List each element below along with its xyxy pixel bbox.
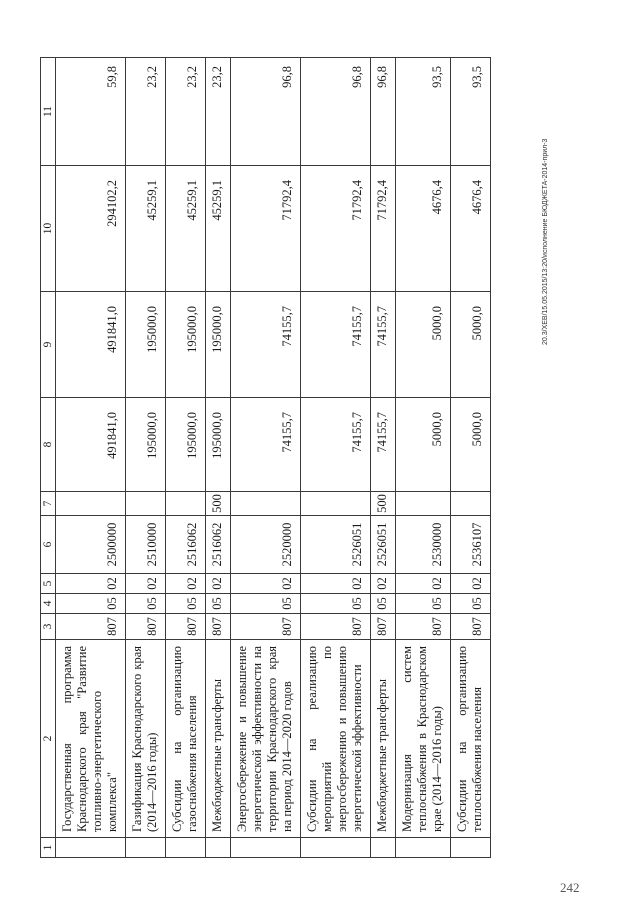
table-row	[166, 58, 206, 858]
value-col10-cell: 4676,4	[396, 166, 451, 292]
vr-cell	[301, 492, 371, 516]
ved-cell: 807	[451, 614, 491, 640]
vr-cell	[56, 492, 126, 516]
header-cell: 10	[41, 166, 56, 292]
rz-cell: 05	[371, 594, 396, 614]
value-col9-cell: 195000,0	[166, 292, 206, 398]
table-row	[206, 58, 231, 858]
table-row	[396, 58, 451, 858]
name-cell: Субсидии на реализацию мероприятий по энергосбережению и повышению энергетической эффективности	[301, 640, 371, 838]
csr-cell: 2516062	[206, 516, 231, 574]
csr-cell: 2516062	[166, 516, 206, 574]
col-1-cell	[206, 838, 231, 858]
value-col8-cell: 74155,7	[231, 398, 301, 492]
percent-cell: 93,5	[451, 58, 491, 166]
col-1-cell	[371, 838, 396, 858]
budget-table	[40, 57, 491, 858]
csr-cell: 2526051	[301, 516, 371, 574]
value-col9-cell: 5000,0	[451, 292, 491, 398]
col-1-cell	[301, 838, 371, 858]
table-row	[231, 58, 301, 858]
rz-cell: 05	[166, 594, 206, 614]
value-col10-cell: 45259,1	[166, 166, 206, 292]
value-col10-cell: 4676,4	[451, 166, 491, 292]
pr-cell: 02	[126, 574, 166, 594]
percent-cell: 23,2	[166, 58, 206, 166]
ved-cell: 807	[206, 614, 231, 640]
rz-cell: 05	[231, 594, 301, 614]
header-cell: 1	[41, 838, 56, 858]
csr-cell: 2530000	[396, 516, 451, 574]
rz-cell: 05	[126, 594, 166, 614]
ved-cell: 807	[56, 614, 126, 640]
header-cell: 7	[41, 492, 56, 516]
value-col9-cell: 74155,7	[371, 292, 396, 398]
header-cell: 5	[41, 574, 56, 594]
rz-cell: 05	[206, 594, 231, 614]
ved-cell: 807	[396, 614, 451, 640]
value-col10-cell: 71792,4	[231, 166, 301, 292]
csr-cell: 2500000	[56, 516, 126, 574]
percent-cell: 23,2	[206, 58, 231, 166]
value-col10-cell: 45259,1	[126, 166, 166, 292]
table-row	[126, 58, 166, 858]
col-1-cell	[451, 838, 491, 858]
table-row	[56, 58, 126, 858]
col-1-cell	[396, 838, 451, 858]
pr-cell: 02	[56, 574, 126, 594]
value-col10-cell: 45259,1	[206, 166, 231, 292]
value-col9-cell: 195000,0	[126, 292, 166, 398]
vr-cell	[231, 492, 301, 516]
vr-cell	[166, 492, 206, 516]
header-row	[41, 58, 56, 858]
value-col10-cell: 294102,2	[56, 166, 126, 292]
value-col8-cell: 5000,0	[396, 398, 451, 492]
value-col8-cell: 195000,0	[206, 398, 231, 492]
header-cell: 4	[41, 594, 56, 614]
value-col10-cell: 71792,4	[301, 166, 371, 292]
value-col8-cell: 195000,0	[126, 398, 166, 492]
rz-cell: 05	[451, 594, 491, 614]
col-1-cell	[166, 838, 206, 858]
table-row	[371, 58, 396, 858]
value-col8-cell: 74155,7	[301, 398, 371, 492]
pr-cell: 02	[166, 574, 206, 594]
rz-cell: 05	[56, 594, 126, 614]
name-cell: Модернизация систем теплоснабжения в Краснодарском крае (2014—2016 годы)	[396, 640, 451, 838]
name-cell: Государственная программа Краснодарского края "Развитие топливно-энергетического комплекса"	[56, 640, 126, 838]
value-col9-cell: 491841,0	[56, 292, 126, 398]
name-cell: Субсидии на организацию газоснабжения населения	[166, 640, 206, 838]
footer-note: 20.3/XEB/15.05.2015/13:20/исполнение БЮДЖЕТА-2014-прил-3	[542, 138, 549, 345]
csr-cell: 2536107	[451, 516, 491, 574]
value-col8-cell: 195000,0	[166, 398, 206, 492]
col-1-cell	[56, 838, 126, 858]
ved-cell: 807	[371, 614, 396, 640]
value-col9-cell: 5000,0	[396, 292, 451, 398]
value-col10-cell: 71792,4	[371, 166, 396, 292]
pr-cell: 02	[371, 574, 396, 594]
pr-cell: 02	[206, 574, 231, 594]
header-cell: 11	[41, 58, 56, 166]
rz-cell: 05	[301, 594, 371, 614]
header-cell: 2	[41, 640, 56, 838]
value-col9-cell: 74155,7	[301, 292, 371, 398]
header-cell: 9	[41, 292, 56, 398]
vr-cell	[451, 492, 491, 516]
col-1-cell	[126, 838, 166, 858]
header-cell: 8	[41, 398, 56, 492]
table-row	[301, 58, 371, 858]
rz-cell: 05	[396, 594, 451, 614]
ved-cell: 807	[301, 614, 371, 640]
name-cell: Энергосбережение и повышение энергетической эффективности на территории Краснодарского края на период 2014—2020 годов	[231, 640, 301, 838]
name-cell: Субсидии на организацию теплоснабжения населения	[451, 640, 491, 838]
ved-cell: 807	[231, 614, 301, 640]
percent-cell: 96,8	[371, 58, 396, 166]
percent-cell: 96,8	[301, 58, 371, 166]
ved-cell: 807	[166, 614, 206, 640]
percent-cell: 59,8	[56, 58, 126, 166]
vr-cell: 500	[206, 492, 231, 516]
table-row	[451, 58, 491, 858]
pr-cell: 02	[301, 574, 371, 594]
vr-cell	[396, 492, 451, 516]
ved-cell: 807	[126, 614, 166, 640]
header-cell: 6	[41, 516, 56, 574]
name-cell: Межбюджетные трансферты	[371, 640, 396, 838]
pr-cell: 02	[396, 574, 451, 594]
table-body	[56, 58, 491, 858]
pr-cell: 02	[451, 574, 491, 594]
csr-cell: 2520000	[231, 516, 301, 574]
rotated-page	[40, 58, 605, 858]
csr-cell: 2510000	[126, 516, 166, 574]
name-cell: Межбюджетные трансферты	[206, 640, 231, 838]
pr-cell: 02	[231, 574, 301, 594]
value-col8-cell: 491841,0	[56, 398, 126, 492]
col-1-cell	[231, 838, 301, 858]
value-col8-cell: 74155,7	[371, 398, 396, 492]
value-col8-cell: 5000,0	[451, 398, 491, 492]
vr-cell	[126, 492, 166, 516]
csr-cell: 2526051	[371, 516, 396, 574]
value-col9-cell: 195000,0	[206, 292, 231, 398]
header-cell: 3	[41, 614, 56, 640]
page-number: 242	[560, 880, 580, 895]
vr-cell: 500	[371, 492, 396, 516]
percent-cell: 23,2	[126, 58, 166, 166]
value-col9-cell: 74155,7	[231, 292, 301, 398]
percent-cell: 96,8	[231, 58, 301, 166]
percent-cell: 93,5	[396, 58, 451, 166]
name-cell: Газификация Краснодарского края (2014—2016 годы)	[126, 640, 166, 838]
